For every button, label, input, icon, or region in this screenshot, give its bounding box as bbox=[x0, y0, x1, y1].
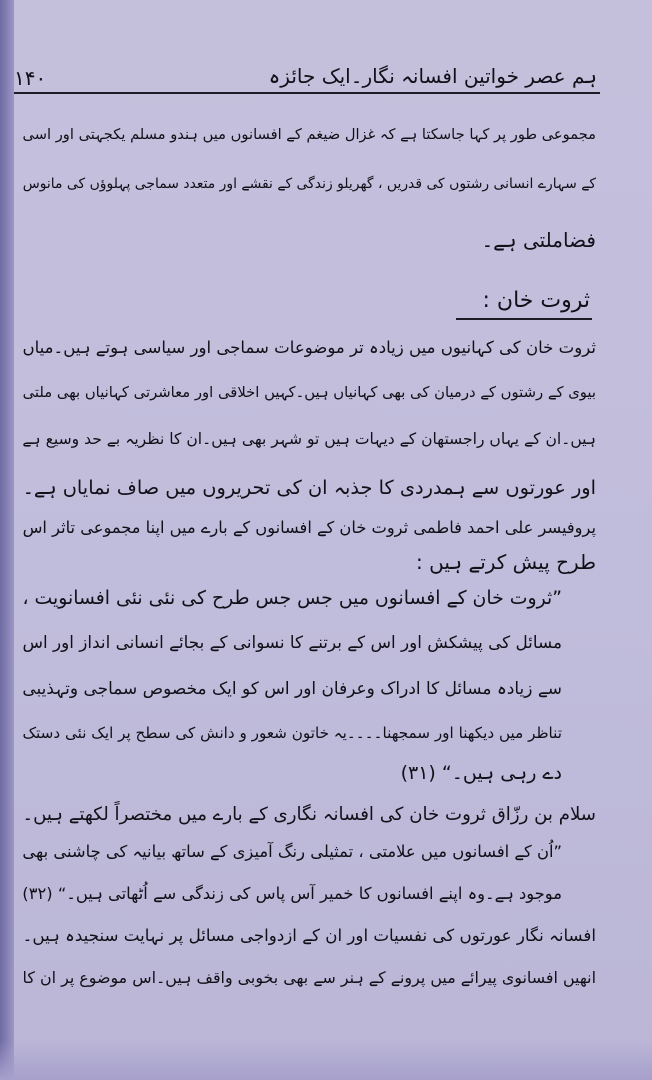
quote-line: تناظر میں دیکھنا اور سمجھنا۔۔۔۔یہ خاتون شعور و دانش کی سطح پر ایک نئی دستک bbox=[22, 724, 562, 742]
text-line: ثروت خان کی کہانیوں میں زیادہ تر موضوعات سماجی اور سیاسی ہوتے ہیں۔میاں bbox=[22, 338, 596, 357]
running-header-title: ہم عصر خواتین افسانہ نگار۔ایک جائزہ bbox=[268, 64, 597, 88]
text-line: پروفیسر علی احمد فاطمی ثروت خان کے افسانوں کے بارے میں اپنا مجموعی تاثر اس bbox=[22, 518, 596, 537]
quote-line: ”ثروت خان کے افسانوں میں جس جس طرح کی نئی نئی افسانویت ، bbox=[22, 588, 562, 609]
header-rule bbox=[14, 92, 600, 94]
page-number: ۱۴۰ bbox=[14, 66, 47, 90]
quote-line: ”اُن کے افسانوں میں علامتی ، تمثیلی رنگ آمیزی کے ساتھ بیانیہ کی چاشنی بھی bbox=[22, 842, 562, 861]
quote-line: سے زیادہ مسائل کا ادراک وعرفان اور اس کو ایک مخصوص سماجی وتہذیبی bbox=[22, 678, 562, 698]
text-line: فضاملتی ہے۔ bbox=[481, 228, 596, 252]
text-line: بیوی کے رشتوں کے درمیان کی بھی کہانیاں ہیں۔کہیں اخلاقی اور معاشرتی کہانیاں بھی ملتی bbox=[22, 384, 596, 401]
section-heading: ثروت خان : bbox=[482, 288, 590, 313]
text-line: اور عورتوں سے ہمدردی کا جذبہ ان کی تحریروں میں صاف نمایاں ہے۔ bbox=[22, 476, 596, 499]
text-line: طرح پیش کرتے ہیں : bbox=[416, 550, 596, 574]
text-line: انھیں افسانوی پیرائے میں پرونے کے ہنر سے بھی بخوبی واقف ہیں۔اس موضوع پر ان کا bbox=[22, 968, 596, 987]
section-heading-underline bbox=[456, 318, 592, 320]
book-spine-shadow bbox=[0, 0, 14, 1080]
text-line: ہیں۔ان کے یہاں راجستھان کے دیہات ہیں تو شہر بھی ہیں۔ان کا نظریہ بے حد وسیع ہے bbox=[22, 430, 596, 448]
page-bottom-edge bbox=[0, 1040, 652, 1080]
quote-line: دے رہی ہیں۔“ (۳۱) bbox=[400, 762, 562, 784]
quote-line: مسائل کی پیشکش اور اس کے برتنے کا نسوانی کے بجائے انسانی انداز اور اس bbox=[22, 632, 562, 652]
quote-line: موجود ہے۔وہ اپنے افسانوں کا خمیر آس پاس کی زندگی سے اُٹھاتی ہیں۔“ (۳۲) bbox=[22, 884, 562, 903]
text-line: افسانہ نگار عورتوں کی نفسیات اور ان کے ازدواجی مسائل پر نہایت سنجیدہ ہیں۔ bbox=[22, 926, 596, 945]
text-line: مجموعی طور پر کہا جاسکتا ہے کہ غزال ضیغم کے افسانوں میں ہندو مسلم یکجہتی اور اسی bbox=[22, 126, 596, 143]
text-line: سلام بن رزّاق ثروت خان کی افسانہ نگاری کے بارے میں مختصراً لکھتے ہیں۔ bbox=[22, 804, 596, 825]
text-line: کے سہارے انسانی رشتوں کی قدریں ، گھریلو زندگی کے نقشے اور متعدد سماجی پہلوؤں کی مانوس bbox=[22, 176, 596, 192]
